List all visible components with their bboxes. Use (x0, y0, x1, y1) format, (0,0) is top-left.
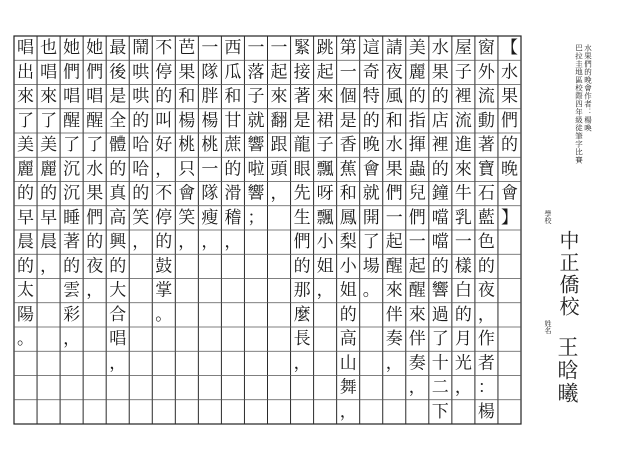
handwritten-character: 桃 (201, 135, 219, 156)
handwritten-character: 了 (431, 329, 449, 350)
handwritten-character: 哄 (132, 62, 150, 83)
handwritten-character: 個 (339, 86, 357, 107)
handwritten-character: 也 (40, 38, 58, 59)
handwritten-character: 了 (40, 110, 58, 131)
handwritten-character: 場 (362, 256, 380, 277)
handwritten-character: 們 (86, 62, 104, 83)
handwritten-character: ， (40, 256, 58, 277)
handwritten-character: 噹 (431, 232, 449, 253)
handwritten-character: 們 (385, 183, 403, 204)
handwritten-character: 的 (109, 256, 127, 277)
handwritten-character: 大 (109, 280, 127, 301)
handwritten-character: 裡 (431, 135, 449, 156)
handwritten-character: 動 (477, 110, 495, 131)
handwritten-character: 鼓 (155, 256, 173, 277)
name-field-label: 姓名 (544, 320, 552, 334)
handwritten-character: 隊 (201, 62, 219, 83)
handwritten-character: 頭 (270, 159, 288, 180)
handwritten-character: 掌 (155, 280, 173, 301)
handwritten-character: 會 (362, 159, 380, 180)
handwritten-character: 芭 (178, 38, 196, 59)
handwritten-character: 了 (63, 135, 81, 156)
school-field-label: 學校 (544, 210, 552, 224)
handwritten-character: 。 (17, 329, 34, 350)
handwritten-character: 光 (454, 353, 472, 374)
handwritten-character: 的 (224, 159, 242, 180)
handwritten-character: 噹 (431, 207, 449, 228)
essay-column (224, 38, 242, 252)
handwritten-character: 是 (339, 110, 357, 131)
handwritten-character: 一 (270, 38, 288, 59)
handwritten-character: 唱 (40, 62, 58, 83)
handwritten-character: 晨 (40, 232, 58, 253)
handwritten-character: 特 (362, 86, 380, 107)
handwritten-character: 下 (431, 401, 449, 422)
handwritten-character: 的 (132, 183, 150, 204)
handwritten-character: 著 (63, 232, 81, 253)
handwritten-character: 來 (385, 280, 403, 301)
handwritten-character: 叫 (155, 110, 173, 131)
school-name: 中正僑校 (556, 230, 580, 318)
handwritten-character: 響 (247, 183, 265, 204)
handwritten-character: 和 (339, 183, 357, 204)
essay-title-label: 水果們的晚會作者：楊喚 (583, 44, 593, 132)
handwritten-character: 晚 (501, 159, 518, 180)
handwritten-character: 楊 (477, 401, 495, 422)
handwritten-character: 先 (293, 183, 311, 204)
handwritten-character: 和 (385, 110, 403, 131)
handwritten-character: 瘦 (201, 207, 219, 228)
handwritten-character: 太 (17, 280, 34, 301)
handwritten-character: 隊 (201, 183, 219, 204)
handwritten-character: 姐 (316, 256, 334, 277)
handwritten-character: 的 (109, 159, 127, 180)
handwritten-character: 來 (40, 86, 58, 107)
handwritten-character: 的 (501, 135, 518, 156)
handwritten-character: 胖 (201, 86, 219, 107)
handwritten-character: 笑 (178, 207, 196, 228)
essay-column (178, 38, 195, 252)
handwritten-character: 跟 (270, 135, 288, 156)
handwritten-character: 樣 (454, 256, 472, 277)
handwritten-character: 果 (385, 159, 403, 180)
handwritten-character: 一 (408, 232, 426, 253)
handwritten-character: 指 (408, 110, 426, 131)
handwritten-character: 起 (270, 62, 288, 83)
handwritten-character: 麗 (17, 159, 34, 180)
essay-column (201, 38, 218, 252)
handwritten-character: 果 (86, 183, 104, 204)
handwritten-character: 的 (40, 183, 58, 204)
handwritten-character: 水 (501, 62, 518, 83)
handwritten-character: 一 (339, 62, 357, 83)
handwritten-character: 的 (17, 256, 34, 277)
handwritten-character: 她 (63, 38, 81, 59)
handwritten-character: 來 (270, 86, 288, 107)
handwritten-character: 牛 (454, 183, 472, 204)
handwritten-character: 興 (109, 232, 127, 253)
handwritten-character: 桃 (178, 135, 196, 156)
handwritten-character: 裙 (316, 110, 334, 131)
handwritten-character: 沉 (63, 159, 81, 180)
handwritten-character: 甘 (224, 110, 242, 131)
handwritten-character: ， (316, 280, 334, 301)
handwritten-character: 睡 (63, 207, 81, 228)
handwritten-character: 生 (293, 207, 311, 228)
handwritten-character: 稽 (224, 207, 242, 228)
handwritten-character: 們 (501, 110, 518, 131)
handwritten-character: 龍 (293, 135, 311, 156)
handwritten-character: 水 (86, 159, 104, 180)
handwritten-character: 呀 (316, 183, 334, 204)
handwritten-character: 的 (431, 159, 449, 180)
essay-column (271, 38, 289, 204)
handwritten-character: 麼 (293, 304, 311, 325)
handwritten-character: 的 (454, 304, 472, 325)
handwritten-character: 唱 (86, 86, 104, 107)
handwritten-character: 起 (316, 62, 334, 83)
handwritten-character: 藍 (477, 207, 495, 228)
handwritten-character: 流 (454, 110, 472, 131)
handwritten-character: 停 (155, 207, 173, 228)
handwritten-character: 最 (109, 38, 127, 59)
handwritten-character: 鬧 (132, 38, 150, 59)
handwritten-character: 】 (501, 207, 518, 228)
handwritten-character: 緊 (293, 38, 311, 59)
handwritten-character: 了 (17, 110, 34, 131)
handwritten-character: 進 (454, 135, 472, 156)
handwritten-character: 就 (247, 110, 265, 131)
handwritten-character: 姐 (339, 280, 357, 301)
handwritten-character: 第 (339, 38, 357, 59)
handwritten-character: 楊 (178, 110, 196, 131)
handwritten-character: 伴 (385, 304, 403, 325)
handwritten-character: 的 (17, 183, 34, 204)
handwritten-character: 蕉 (339, 159, 357, 180)
handwritten-character: 彩 (63, 304, 81, 325)
handwritten-character: 真 (109, 183, 127, 204)
handwritten-character: 的 (155, 86, 173, 107)
handwritten-character: 來 (17, 86, 34, 107)
handwritten-character: 飄 (316, 207, 334, 228)
handwritten-character: 奇 (362, 62, 380, 83)
contest-header-line: 巴拉圭地區校際四年級徒筆字比賽 (574, 44, 584, 164)
handwritten-character: 起 (408, 256, 426, 277)
handwritten-character: 的 (86, 232, 104, 253)
handwritten-character: 哈 (132, 135, 150, 156)
handwritten-character: 的 (293, 256, 311, 277)
handwritten-character: 風 (385, 86, 403, 107)
handwritten-character: 子 (316, 135, 334, 156)
handwritten-character: 一 (454, 232, 472, 253)
handwritten-character: ， (155, 159, 173, 180)
handwritten-character: 了 (362, 232, 380, 253)
handwritten-character: 滑 (224, 183, 242, 204)
handwritten-character: ； (247, 207, 265, 228)
handwritten-character: 飄 (316, 159, 334, 180)
handwritten-character: 楊 (201, 110, 219, 131)
handwritten-character: ： (477, 377, 495, 398)
handwritten-character: 笑 (132, 207, 150, 228)
handwritten-character: 開 (362, 207, 380, 228)
handwritten-character: 一 (201, 38, 219, 59)
handwritten-character: 水 (431, 38, 449, 59)
handwritten-character: 蟲 (408, 159, 426, 180)
handwritten-character: 色 (477, 232, 495, 253)
handwritten-character: 高 (109, 207, 127, 228)
handwritten-character: 流 (477, 86, 495, 107)
handwritten-character: ， (63, 329, 81, 350)
handwritten-character: 夜 (385, 62, 403, 83)
handwritten-character: 窗 (477, 38, 495, 59)
handwritten-character: 一 (247, 38, 265, 59)
handwritten-character: 。 (362, 280, 380, 301)
handwritten-character: 跳 (316, 38, 334, 59)
essay-column (409, 38, 427, 398)
handwritten-character: ， (224, 232, 242, 253)
handwritten-character: 不 (155, 183, 173, 204)
handwritten-character: 的 (339, 304, 357, 325)
handwritten-character: 和 (224, 86, 242, 107)
handwritten-character: 鐘 (431, 183, 449, 204)
handwritten-character: 和 (178, 86, 196, 107)
handwritten-character: 會 (501, 183, 518, 204)
handwritten-character: 唱 (17, 38, 34, 59)
handwritten-character: 的 (431, 86, 449, 107)
handwritten-character: 後 (109, 62, 127, 83)
handwritten-character: 的 (408, 86, 426, 107)
handwritten-character: 伴 (408, 329, 426, 350)
handwritten-character: 響 (247, 135, 265, 156)
handwritten-character: ， (408, 377, 426, 398)
handwritten-character: 兒 (408, 183, 426, 204)
handwritten-character: 揮 (408, 135, 426, 156)
handwritten-character: 一 (385, 207, 403, 228)
essay-column (317, 38, 335, 301)
handwritten-character: 麗 (408, 62, 426, 83)
handwritten-character: 石 (477, 183, 495, 204)
handwritten-character: 停 (155, 62, 173, 83)
handwritten-character: 十 (431, 353, 449, 374)
handwritten-character: 外 (477, 62, 495, 83)
handwritten-character: 子 (247, 86, 265, 107)
handwritten-character: 乳 (454, 207, 472, 228)
handwritten-character: ， (385, 353, 403, 374)
handwritten-character: 水 (385, 135, 403, 156)
handwritten-character: 來 (454, 159, 472, 180)
handwritten-character: 落 (247, 62, 265, 83)
handwritten-character: 的 (132, 110, 150, 131)
handwritten-character: 翻 (270, 110, 288, 131)
handwritten-character: 瓜 (224, 62, 242, 83)
handwritten-character: 醒 (385, 256, 403, 277)
handwritten-character: 麗 (40, 159, 58, 180)
handwritten-character: 店 (431, 110, 449, 131)
handwritten-character: 這 (362, 38, 380, 59)
handwritten-character: 高 (339, 329, 357, 350)
handwritten-character: ， (109, 353, 127, 374)
handwritten-character: 啦 (247, 159, 265, 180)
handwritten-character: 出 (17, 62, 34, 83)
handwritten-character: 那 (293, 280, 311, 301)
handwritten-character: 美 (17, 135, 34, 156)
handwritten-character: 的 (63, 256, 81, 277)
handwritten-character: 們 (293, 232, 311, 253)
handwritten-character: 是 (109, 86, 127, 107)
handwritten-character: 美 (408, 38, 426, 59)
essay-column (132, 38, 150, 252)
handwritten-character: 白 (454, 280, 472, 301)
handwritten-character: ， (339, 401, 357, 422)
handwritten-character: 不 (155, 38, 173, 59)
essay-column (363, 38, 380, 301)
handwritten-character: 果 (431, 62, 449, 83)
handwritten-character: 的 (155, 232, 173, 253)
handwritten-character: 的 (362, 110, 380, 131)
handwritten-character: 小 (339, 256, 357, 277)
handwritten-character: 作 (477, 329, 495, 350)
handwritten-character: 山 (339, 353, 357, 374)
handwritten-character: 早 (40, 207, 58, 228)
handwritten-character: 早 (17, 207, 34, 228)
handwritten-character: 哈 (132, 159, 150, 180)
handwritten-character: ， (293, 353, 311, 374)
handwritten-character: 眼 (293, 159, 311, 180)
handwritten-character: 陽 (17, 304, 34, 325)
handwritten-character: ， (477, 304, 495, 325)
handwritten-character: 請 (385, 38, 403, 59)
handwritten-character: 屋 (454, 38, 472, 59)
handwritten-character: 的 (477, 256, 495, 277)
handwritten-character: 是 (293, 110, 311, 131)
handwritten-character: 長 (293, 329, 311, 350)
student-name: 王晗曦 (555, 336, 579, 405)
handwritten-character: 月 (454, 329, 472, 350)
handwritten-character: 果 (501, 86, 518, 107)
handwritten-character: ， (454, 377, 472, 398)
handwritten-character: 來 (408, 304, 426, 325)
handwritten-character: 她 (86, 38, 104, 59)
handwritten-character: 醒 (408, 280, 426, 301)
handwritten-character: 著 (293, 86, 311, 107)
handwritten-character: 體 (109, 135, 127, 156)
handwritten-character: 晚 (362, 135, 380, 156)
handwritten-character: 來 (316, 86, 334, 107)
handwritten-character: 寶 (477, 159, 495, 180)
handwritten-character: 二 (431, 377, 449, 398)
handwritten-character: 一 (201, 159, 219, 180)
handwritten-character: 合 (109, 304, 127, 325)
handwritten-character: 會 (178, 183, 196, 204)
handwritten-character: 。 (155, 304, 173, 325)
handwritten-character: 著 (477, 135, 495, 156)
handwritten-character: 【 (501, 38, 518, 59)
handwritten-character: 只 (178, 159, 196, 180)
handwritten-character: 夜 (86, 256, 104, 277)
handwritten-character: 就 (362, 183, 380, 204)
handwritten-character: 雲 (63, 280, 81, 301)
handwritten-character: 裡 (454, 86, 472, 107)
handwritten-character: 唱 (109, 329, 127, 350)
handwritten-character: 的 (431, 256, 449, 277)
handwritten-character: 舞 (339, 377, 357, 398)
handwritten-character: 醒 (86, 110, 104, 131)
handwritten-character: 全 (109, 110, 127, 131)
handwritten-character: 響 (431, 280, 449, 301)
handwritten-character: 晨 (17, 232, 34, 253)
handwritten-character: 唱 (63, 86, 81, 107)
handwritten-character: 鳳 (339, 207, 357, 228)
handwritten-character: 奏 (408, 353, 426, 374)
handwritten-character: 好 (155, 135, 173, 156)
handwritten-character: ， (201, 232, 219, 253)
handwritten-character: 小 (316, 232, 334, 253)
handwritten-character: 起 (385, 232, 403, 253)
handwritten-character: ， (270, 183, 288, 204)
handwritten-character: 果 (178, 62, 196, 83)
handwritten-character: ， (178, 232, 196, 253)
handwritten-character: 奏 (385, 329, 403, 350)
handwritten-character: 美 (40, 135, 58, 156)
essay-column (86, 38, 103, 301)
handwritten-character: 夜 (477, 280, 495, 301)
handwritten-character: 梨 (339, 232, 357, 253)
handwritten-character: 過 (431, 304, 449, 325)
handwritten-character: 接 (293, 62, 311, 83)
handwritten-character: 了 (86, 135, 104, 156)
handwritten-character: 醒 (63, 110, 81, 131)
handwritten-character: 香 (339, 135, 357, 156)
handwritten-character: 們 (86, 207, 104, 228)
handwritten-character: 們 (408, 207, 426, 228)
handwritten-character: 哄 (132, 86, 150, 107)
handwritten-character: ， (132, 232, 150, 253)
handwritten-character: ， (86, 280, 104, 301)
handwritten-character: 蔗 (224, 135, 242, 156)
handwritten-character: 西 (224, 38, 242, 59)
essay-column (455, 38, 472, 398)
handwritten-character: 者 (477, 353, 495, 374)
handwritten-character: 們 (63, 62, 81, 83)
handwritten-character: 沉 (63, 183, 81, 204)
handwritten-character: 子 (454, 62, 472, 83)
